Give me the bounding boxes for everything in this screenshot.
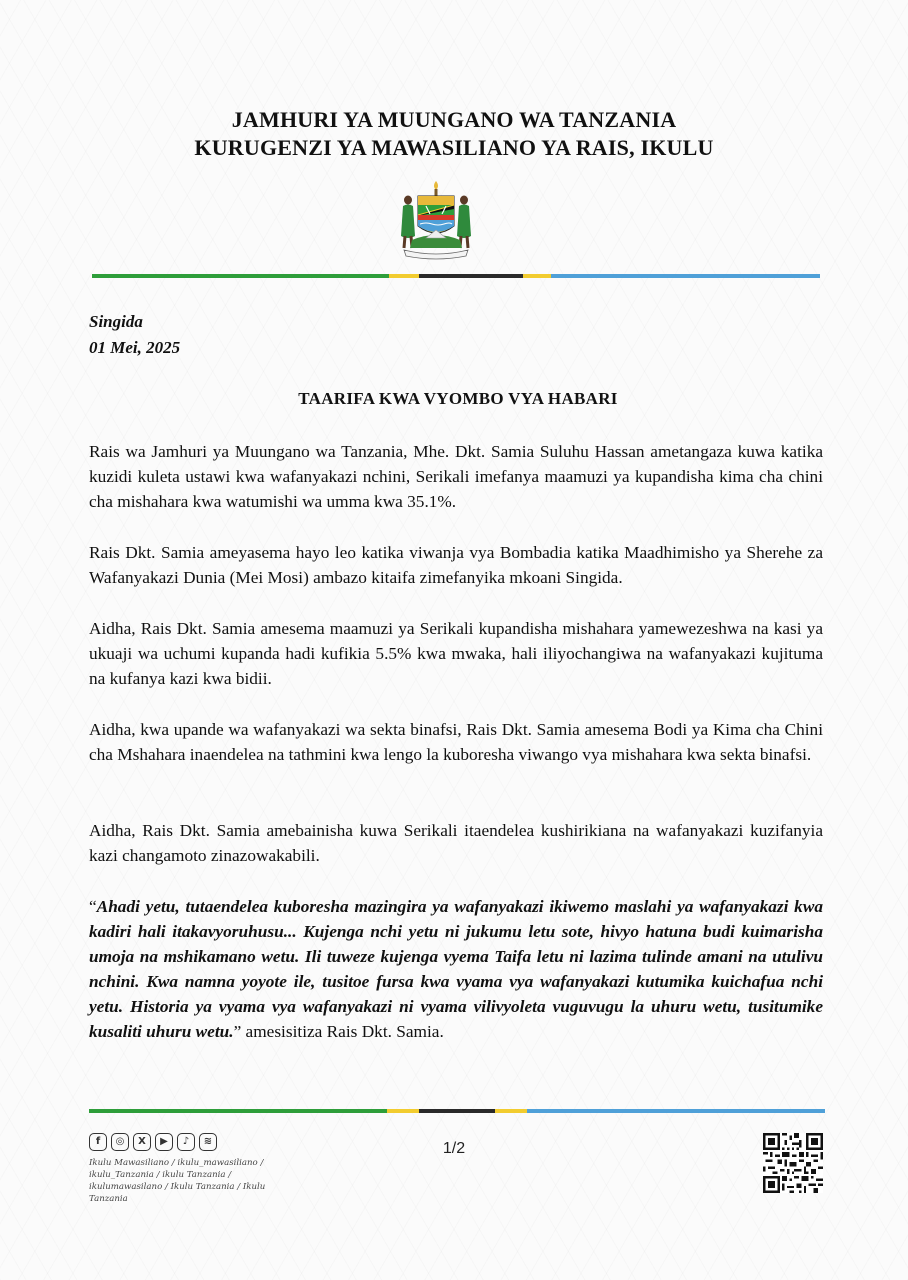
instagram-icon[interactable]: ◎ — [111, 1133, 129, 1151]
spotify-icon[interactable]: ≋ — [199, 1133, 217, 1151]
header-directorate-name: KURUGENZI YA MAWASILIANO YA RAIS, IKULU — [194, 135, 714, 160]
body-paragraph: Rais wa Jamhuri ya Muungano wa Tanzania, Mhe. Dkt. Samia Suluhu Hassan ametangaza kuwa katika kuzidi kuleta ustawi kwa wafanyakazi nchini, Serikali imefanya maamuzi ya kupandisha kima cha chini cha mishahara kwa watumishi wa umma kwa 35.1%. — [89, 442, 823, 511]
dateline-date: 01 Mei, 2025 — [89, 338, 181, 357]
quote-text: Ahadi yetu, tutaendelea kuboresha mazingira ya wafanyakazi ikiwemo maslahi ya wafanyakazi kwa kadiri hali itakavyoruhusu... Kujenga nchi yetu ni jukumu letu sote, hivyo hatuna budi kuimarisha umoja na mshikamano wetu. Ili tuweze kujenga vyema Taifa letu ni lazima tulinde amani na utulivu nchini. Kwa namna yoyote ile, tusitoe fursa kwa vyama vya wafanyakazi kutumika kuichafua nchi yetu. Historia ya vyama vya wafanyakazi ni vyama vilivyoleta vuguvugu la uhuru wetu, tusitumike kusaliti uhuru wetu. — [89, 897, 823, 1041]
header-country-name: JAMHURI YA MUUNGANO WA TANZANIA — [231, 107, 677, 132]
divider-black-segment — [419, 1109, 495, 1113]
divider-blue-segment — [527, 1109, 825, 1113]
body-paragraph: Aidha, kwa upande wa wafanyakazi wa sekta binafsi, Rais Dkt. Samia amesema Bodi ya Kima cha Chini cha Mshahara inaendelea na tathmini kwa lengo la kuboresha viwango vya mishahara kwa sekta binafsi. — [89, 720, 823, 764]
x-icon[interactable]: X — [133, 1133, 151, 1151]
header-tricolor-divider — [92, 274, 820, 278]
tiktok-icon[interactable]: ♪ — [177, 1133, 195, 1151]
divider-yellow-segment — [495, 1109, 527, 1113]
body-paragraph: Rais Dkt. Samia ameyasema hayo leo katika viwanja vya Bombadia katika Maadhimisho ya Sherehe za Wafanyakazi Dunia (Mei Mosi) ambazo kitaifa zimefanyika mkoani Singida. — [89, 543, 823, 587]
dateline-place: Singida — [89, 312, 143, 331]
footer-tricolor-divider — [89, 1109, 825, 1113]
page-number: 1/2 — [442, 1140, 466, 1157]
document-title: TAARIFA KWA VYOMBO VYA HABARI — [298, 389, 618, 408]
divider-green-segment — [92, 274, 389, 278]
body-paragraph: Aidha, Rais Dkt. Samia amebainisha kuwa Serikali itaendelea kushirikiana na wafanyakazi kuzifanyia kazi changamoto zinazowakabili. — [89, 821, 823, 865]
divider-yellow-segment — [523, 274, 551, 278]
qr-code[interactable] — [763, 1133, 823, 1193]
social-handles: Ikulu Mawasiliano / ikulu_mawasiliano / ikulu_Tanzania / ikulu Tanzania / ikulumawasilano / Ikulu Tanzania / Ikulu Tanzania — [89, 1158, 266, 1204]
quote-attribution: ” amesisitiza Rais Dkt. Samia. — [233, 1022, 444, 1041]
divider-yellow-segment — [389, 274, 419, 278]
facebook-icon[interactable]: f — [89, 1133, 107, 1151]
divider-blue-segment — [551, 274, 820, 278]
quote-open-mark: “ — [89, 897, 97, 916]
body-paragraph: Aidha, Rais Dkt. Samia amesema maamuzi ya Serikali kupandisha mishahara yamewezeshwa na kasi ya ukuaji wa uchumi kupanda hadi kufikia 5.5% kwa mwaka, hali iliyochangiwa na wafanyakazi kujituma na kufanya kazi kwa bidii. — [89, 619, 823, 688]
quote-paragraph — [89, 894, 823, 1044]
divider-yellow-segment — [387, 1109, 419, 1113]
divider-green-segment — [89, 1109, 387, 1113]
youtube-icon[interactable]: ▶ — [155, 1133, 173, 1151]
divider-black-segment — [419, 274, 523, 278]
coat-of-arms-emblem — [396, 178, 476, 260]
